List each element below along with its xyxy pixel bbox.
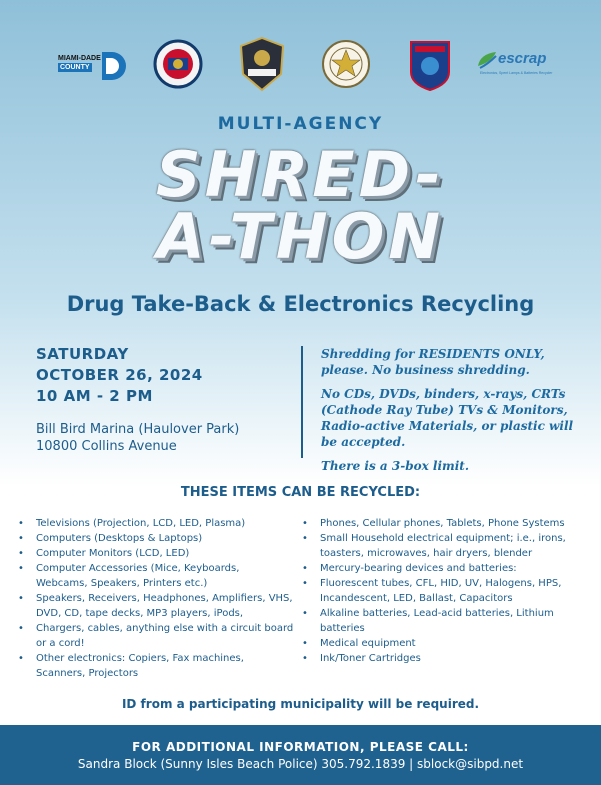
surfside-police-badge	[405, 36, 455, 92]
footer-contact: Sandra Block (Sunny Isles Beach Police) 305.792.1839 | sblock@sibpd.net	[77, 757, 524, 771]
list-item: • Computers (Desktops & Laptops)	[18, 531, 294, 546]
recycle-leaf-icon	[476, 50, 498, 70]
list-item: • Mercury-bearing devices and batteries:	[302, 561, 584, 576]
recyclables-list-left	[18, 516, 294, 681]
event-subtitle: Drug Take-Back & Electronics Recycling	[66, 292, 535, 316]
recyclables-heading: THESE ITEMS CAN BE RECYCLED:	[180, 485, 421, 500]
footer-heading: FOR ADDITIONAL INFORMATION, PLEASE CALL:	[132, 740, 469, 754]
recyclables-list-right	[302, 516, 584, 666]
event-details	[36, 344, 286, 455]
note-residents-only: Shredding for RESIDENTS ONLY, please. No business shredding.	[321, 347, 545, 377]
event-day: SATURDAY	[36, 345, 129, 363]
list-item: • Ink/Toner Cartridges	[302, 651, 584, 666]
list-item: • Speakers, Receivers, Headphones, Amplifiers, VHS, DVD, CD, tape decks, MP3 players, iPods,	[18, 591, 294, 621]
list-item: • Medical equipment	[302, 636, 584, 651]
list-item: • Computer Monitors (LCD, LED)	[18, 546, 294, 561]
note-not-accepted: No CDs, DVDs, binders, x-rays, CRTs (Cathode Ray Tube) TVs & Monitors, Radio-active Materials, or plastic will be accepted.	[321, 387, 574, 449]
list-item: • Small Household electrical equipment; i.e., irons, toasters, microwaves, hair dryers, blender	[302, 531, 584, 561]
escrap-tagline: Electronics, Spent Lamps & Batteries Recycler	[480, 71, 553, 75]
list-item: • Phones, Cellular phones, Tablets, Phone Systems	[302, 516, 584, 531]
note-box-limit: There is a 3-box limit.	[321, 459, 470, 473]
escrap-wordmark: escrap	[498, 50, 547, 67]
miami-dade-county-logo	[58, 50, 126, 82]
title-line-2: A-THON	[156, 200, 445, 273]
miami-dade-logo-line2: COUNTY	[60, 64, 90, 71]
contact-footer	[0, 725, 601, 785]
miami-dade-logo-line1: MIAMI-DADE	[58, 55, 101, 62]
id-requirement: ID from a participating municipality will be required.	[121, 697, 480, 711]
north-miami-beach-police-badge	[153, 36, 203, 92]
bal-harbour-police-badge	[237, 36, 287, 92]
list-item: • Chargers, cables, anything else with a circuit board or a cord!	[18, 621, 294, 651]
location-address: 10800 Collins Avenue	[36, 439, 177, 454]
title-line-1: SHRED-	[156, 138, 445, 211]
escrap-logo	[476, 50, 552, 80]
list-item: • Fluorescent tubes, CFL, HID, UV, Halogens, HPS, Incandescent, LED, Ballast, Capacitors	[302, 576, 584, 606]
eyebrow-heading: MULTI-AGENCY	[217, 114, 384, 134]
event-time: 10 AM - 2 PM	[36, 387, 153, 405]
sponsor-logos	[0, 36, 601, 92]
list-item: • Alkaline batteries, Lead-acid batteries, Lithium batteries	[302, 606, 584, 636]
list-item: • Other electronics: Copiers, Fax machines, Scanners, Projectors	[18, 651, 294, 681]
event-notes	[321, 346, 581, 482]
list-item: • Computer Accessories (Mice, Keyboards, Webcams, Speakers, Printers etc.)	[18, 561, 294, 591]
sunny-isles-beach-police-badge	[321, 36, 371, 92]
event-date: OCTOBER 26, 2024	[36, 366, 203, 384]
list-item: • Televisions (Projection, LCD, LED, Plasma)	[18, 516, 294, 531]
location-name: Bill Bird Marina (Haulover Park)	[36, 422, 240, 437]
divider-line	[301, 346, 303, 458]
